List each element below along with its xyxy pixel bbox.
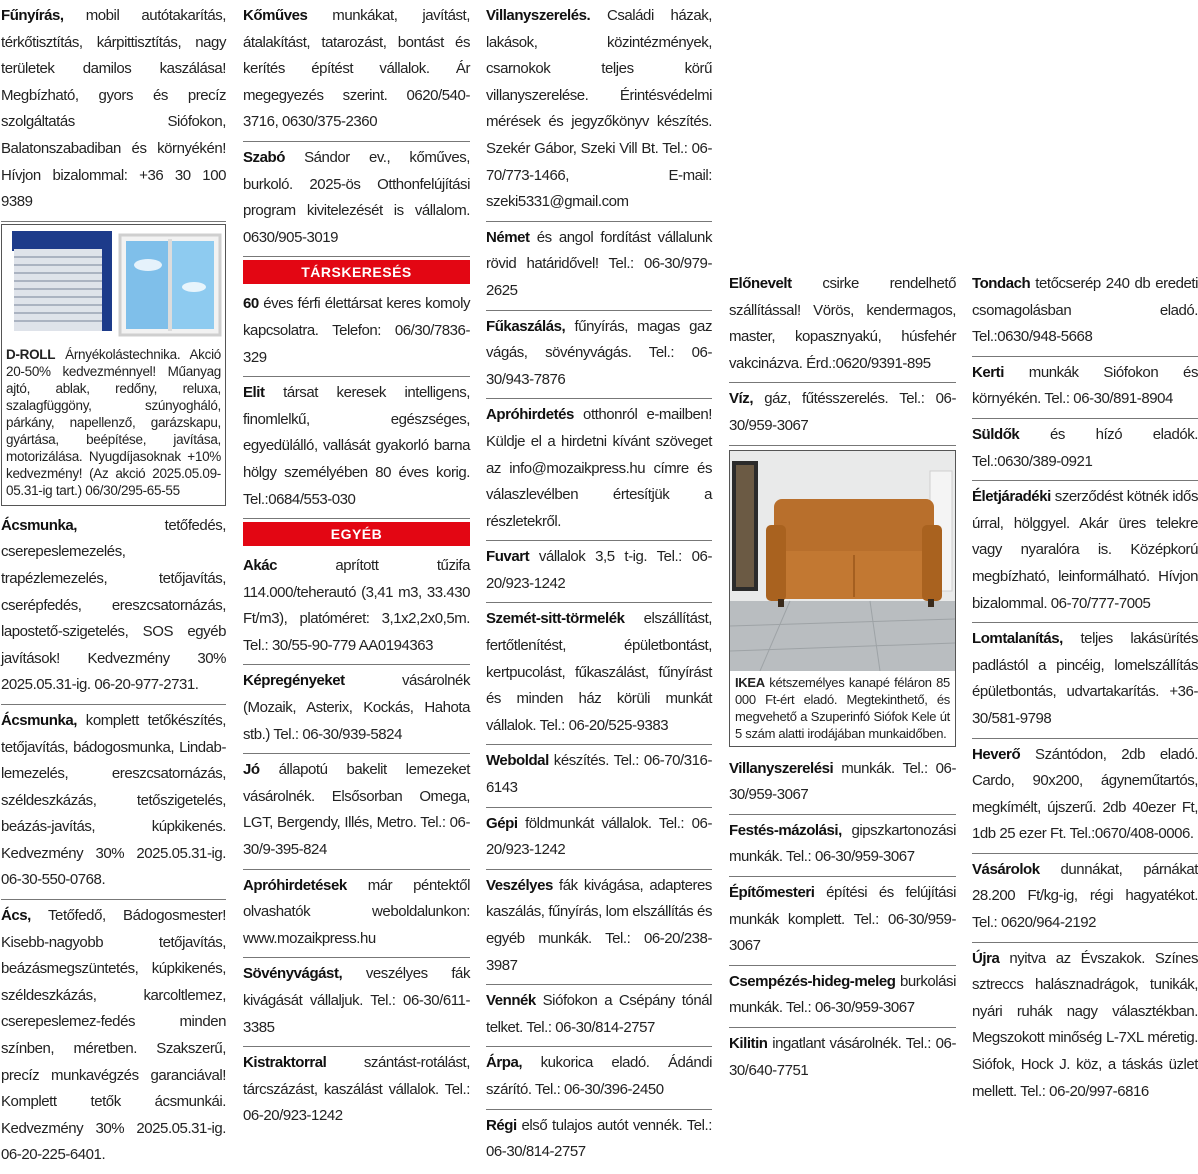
ad-fukaszalas: Fűkaszálás, fűnyírás, magas gaz vágás, sövényvágás. Tel.: 06-30/943-7876: [486, 311, 712, 400]
ad-aprohirdetesek: Apróhirdetések már péntektől olvashatók weboldalunkon: www.mozaikpress.hu: [243, 870, 470, 959]
ad-villanyszerelesi: Villanyszerelési munkák. Tel.: 06-30/959-3067: [729, 753, 956, 815]
ad-kepregeny: Képregényeket vásárolnék (Mozaik, Asterix, Kockás, Hahota stb.) Tel.: 06-30/939-5824: [243, 665, 470, 754]
ad-nemet: Német és angol fordítást vállalunk rövid határidővel! Tel.: 06-30/979-2625: [486, 222, 712, 311]
ad-viz: Víz, gáz, fűtésszerelés. Tel.: 06-30/959-3067: [729, 383, 956, 445]
ad-60: 60 éves férfi élettársat keres komoly kapcsolatra. Telefon: 06/30/7836-329: [243, 288, 470, 377]
ad-weboldal: Weboldal készítés. Tel.: 06-70/316-6143: [486, 745, 712, 807]
ad-veszelyes: Veszélyes fák kivágása, adapteres kaszálás, fűnyírás, lom elszállítás és egyéb munkák. Tel.: 06-20/238-3987: [486, 870, 712, 985]
ad-epitomesteri: Építőmesteri építési és felújítási munkák komplett. Tel.: 06-30/959-3067: [729, 877, 956, 966]
sofa-icon: [730, 451, 955, 671]
column-5: [972, 268, 1198, 1110]
sofa-photo: [730, 451, 955, 671]
column-4: [729, 268, 956, 1089]
ad-funyiras: Fűnyírás, mobil autótakarítás, térkőtisztítás, kárpittisztítás, nagy területek damilos kaszálása! Megbízható, gyors és precíz szolgáltatás Siófokon, Balatonszabadiban és környékén! Hívjon bizalommal: +36 30 100 9389: [1, 0, 226, 222]
ikea-caption: IKEA kétszemélyes kanapé féláron 85 000 Ft-ért eladó. Megtekinthető, és megvehető a Szuperinfó Siófok Kele út 5 szám alatti irodájában munkaidőben.: [735, 674, 950, 741]
droll-text: D-ROLL Árnyékolástechnika. Akció 20-50% kedvezménnyel! Műanyag ajtó, ablak, redőny, reluxa, szalagfüggöny, szúnyogháló, párkány, napellenző, garázskapu, gyártása, beépítése, javítása, motorizálása. Nyugdíjasoknak +10% kedvezmény! (Az akció 2025.05.09-05.31-ig tart.) 06/30/295-65-55: [6, 346, 221, 498]
ad-tondach: Tondach tetőcserép 240 db eredeti csomagolásban eladó. Tel.:0630/948-5668: [972, 268, 1198, 357]
ad-aprohirdetes: Apróhirdetés otthonról e-mailben! Küldje el a hirdetni kívánt szöveget az info@mozaikpress.hu címre és válaszlevélben értesítjük a részletekről.: [486, 399, 712, 541]
ad-festes: Festés-mázolási, gipszkartonozási munkák. Tel.: 06-30/959-3067: [729, 815, 956, 877]
ad-acsmunka-1: Ácsmunka, tetőfedés, cserepeslemezelés, trapézlemezelés, tetőjavítás, cserépfedés, ereszcsatornázás, lapostető-szigetelés, SOS egyéb javítások! Kedvezmény 30% 2025.05.31-ig. 06-20-977-2731.: [1, 510, 226, 705]
ad-kilitin: Kilitin ingatlant vásárolnék. Tel.: 06-30/640-7751: [729, 1034, 956, 1079]
ad-elonevelt: Előnevelt csirke rendelhető szállítással! Vörös, kendermagos, master, kopasznyakú, húsfehér vakcinázva. Érd.:0620/9391-895: [729, 268, 956, 383]
ad-szemet: Szemét-sitt-törmelék elszállítást, fertőtlenítést, épületbontást, kertpucolást, fűkaszálást, fűnyírást és minden ház körüli munkát vállalok. Tel.: 06-20/525-9383: [486, 603, 712, 745]
ad-szabo: Szabó Sándor ev., kőműves, burkoló. 2025-ös Otthonfelújítási program kivitelezését is vállalom. 0630/905-3019: [243, 142, 470, 257]
ad-kerti: Kerti munkák Siófokon és környékén. Tel.: 06-30/891-8904: [972, 357, 1198, 419]
ad-ujra: Újra nyitva az Évszakok. Színes sztreccs halásznadrágok, tunikák, nyári ruhák nagy választékban. Megszokott minőség L-7XL méretig. Siófok, Hock J. köz, a táskás üzlet mellett. Tel.: 06-20/997-6816: [972, 949, 1198, 1100]
ad-suldok: Süldők és hízó eladók. Tel.:0630/389-0921: [972, 419, 1198, 481]
ad-sovenyvagast: Sövényvágást, veszélyes fák kivágását vállaljuk. Tel.: 06-30/611-3385: [243, 958, 470, 1047]
droll-product-image: [2, 225, 225, 341]
ad-fuvart: Fuvart vállalok 3,5 t-ig. Tel.: 06-20/923-1242: [486, 541, 712, 603]
ad-villanyszereles: Villanyszerelés. Családi házak, lakások, közintézmények, csarnokok teljes körű villanyszerelése. Érintésvédelmi mérések és jegyzőkönyv készítés. Szekér Gábor, Szeki Vill Bt. Tel.: 06-70/773-1466, E-mail: szeki5331@gmail.com: [486, 0, 712, 222]
ad-vasarolok: Vásárolok dunnákat, párnákat 28.200 Ft/kg-ig, régi hagyatékot. Tel.: 0620/964-2192: [972, 854, 1198, 943]
section-header-tarskereses: TÁRSKERESÉS: [243, 260, 470, 284]
ad-komuves: Kőműves munkákat, javítást, átalakítást, tatarozást, bontást és kerítés építést vállalok. Ár megegyezés szerint. 0620/540-3716, 0630/375-2360: [243, 0, 470, 142]
ad-jo: Jó állapotú bakelit lemezeket vásárolnék. Elsősorban Omega, LGT, Bergendy, Illés, Metro. Tel.: 06-30/9-395-824: [243, 754, 470, 869]
ad-vennek: Vennék Siófokon a Csépány tónál telket. Tel.: 06-30/814-2757: [486, 985, 712, 1047]
column-3: [486, 0, 712, 1171]
shutter-window-icon: [2, 225, 225, 341]
ad-hevero: Heverő Szántódon, 2db eladó. Cardo, 90x200, ágyneműtartós, megkímélt, újszerű. 2db 40ezer Ft, 1db 25 ezer Ft. Tel.:0670/408-0006.: [972, 739, 1198, 854]
ad-gepi: Gépi földmunkát vállalok. Tel.: 06-20/923-1242: [486, 808, 712, 870]
section-header-egyeb: EGYÉB: [243, 522, 470, 546]
ad-elit: Elit társat keresek intelligens, finomlelkű, egészséges, egyedülálló, vallását gyakorló barna hölgy személyében 80 éves korig. Tel.:0684/553-030: [243, 377, 470, 519]
ad-eletjaradeki: Életjáradéki szerződést kötnék idős úrral, hölggyel. Akár üres telekre vagy nyaralóra is. Középkorú megbízható, leinformálható. Hívjon bizalommal. 06-70/777-7005: [972, 481, 1198, 623]
droll-ad-box: [1, 224, 226, 506]
ad-acsmunka-2: Ácsmunka, komplett tetőkészítés, tetőjavítás, bádogosmunka, Lindab-lemezelés, ereszcsatornázás, széldeszkázás, tetőszigetelés, beázás-javítás, kúpkikenés. Kedvezmény 30% 2025.05.31-ig. 06-30-550-0768.: [1, 705, 226, 900]
ad-csempezes: Csempézés-hideg-meleg burkolási munkák. Tel.: 06-30/959-3067: [729, 966, 956, 1028]
column-1: [1, 0, 226, 1174]
column-2: [243, 0, 470, 1135]
ad-lomtalanitas: Lomtalanítás, teljes lakásürítés padlástól a pincéig, lomelszállítás épületbontás, udvartakarítás. +36-30/581-9798: [972, 623, 1198, 738]
ad-acs: Ács, Tetőfedő, Bádogosmester! Kisebb-nagyobb tetőjavítás, beázásmegszüntetés, kúpkikenés, széldeszkázás, karcoltlemez, cserepeslemez-fedés minden színben, méretben. Szakszerű, precíz munkavégzés garanciával! Komplett tetők ácsmunkái. Kedvezmény 30% 2025.05.31-ig. 06-20-225-6401.: [1, 907, 226, 1164]
ad-akac: Akác aprított tűzifa 114.000/teherautó (3,41 m3, 33.430 Ft/m3), platóméret: 3,1x2,2x0,5m. Tel.: 30/55-90-779 AA0194363: [243, 550, 470, 665]
ad-arpa: Árpa, kukorica eladó. Ádándi szárító. Tel.: 06-30/396-2450: [486, 1047, 712, 1109]
ad-regi: Régi első tulajos autót vennék. Tel.: 06-30/814-2757: [486, 1116, 712, 1161]
ikea-ad-box: [729, 450, 956, 747]
ad-kistraktor: Kistraktorral szántást-rotálást, tárcszázást, kaszálást vállalok. Tel.: 06-20/923-1242: [243, 1054, 470, 1125]
